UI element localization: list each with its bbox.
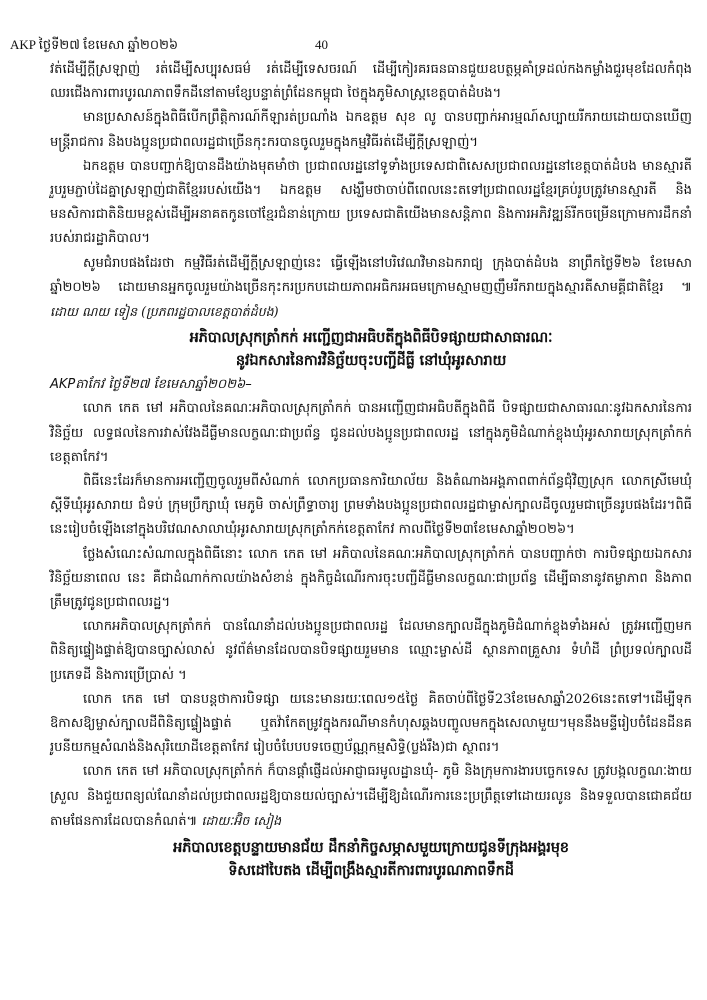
article1-byline: ដោយ ណយ ទៀន (ប្រភពរដ្ឋបាលខេត្តបាត់ដំបង) bbox=[50, 304, 279, 320]
page-number: 40 bbox=[315, 37, 328, 52]
article2-headline-line2: នូវឯកសារនៃការវិនិច្ឆ័យចុះបញ្ជីដីធ្លី នៅឃុំអូរសារាយ bbox=[235, 352, 507, 370]
article1-paragraph-2: មានប្រសាសន៍ក្នុងពិធីបើកព្រឹត្តិការណ៍កីឡារត់ប្រណាំង ឯកឧត្តម សុខ លូ បានបញ្ជាក់អារម្មណ៍សប្បាយរីករាយដោយបានឃើញមន្ត្រីរាជការ និងបងប្អូនប្រជាពលរដ្ឋជាច្រើនកុះករបានចូលរួមក្នុងកម្មវិធីរត់ដើម្បីក្តីស្រឡាញ់។ bbox=[50, 110, 692, 150]
page-body bbox=[50, 58, 692, 883]
article3-headline-line2: ទិសដៅបៃតង ដើម្បីពង្រឹងស្មារតីការពារបូរណភាពទឹកដី bbox=[228, 862, 514, 880]
article1-paragraph-3: ឯកឧត្តម បានបញ្ជាក់ឱ្យបានដឹងយ៉ាងមុតមាំថា ប្រជាពលរដ្ឋនៅទូទាំងប្រទេសជាពិសេសប្រជាពលរដ្ឋនៅខេត្តបាត់ដំបង មានស្មារតីរួបរួមភ្ជាប់ដៃគ្នាស្រឡាញ់ជាតិខ្មែររបស់យើង។ ឯកឧត្តម សង្ឃឹមថាចាប់ពីពេលនេះតទៅប្រជាពលរដ្ឋខ្មែរគ្រប់រូបត្រូវមានស្មារតី និងមនសិការជាតិនិយមខ្ពស់ដើម្បីអនាគតកូនចៅខ្មែរជំនាន់ក្រោយ ប្រទេសជាតិយើងមានសន្តិភាព និងការអភិវឌ្ឍន៍រីកចម្រើនក្រោមការដឹកនាំរបស់រាជរដ្ឋាភិបាល។ bbox=[50, 158, 692, 247]
article2-byline: ដោយៈអ៊ិច សៀង bbox=[201, 812, 282, 828]
article2-paragraph-5: លោក កេត មៅ បានបន្តថាការបិទផ្សា យនេះមានរយៈពេល១៥ថ្ងៃ គិតចាប់ពីថ្ងៃទី23ខែមេសាឆ្នាំ2026នេះតទៅ។ដើម្បីទុកឱកាសឱ្យម្ចាស់ក្បាលដីពិនិត្យផ្ទៀងផ្ទាត់ ឬតវ៉ាកែតម្រូវក្នុងករណីមានកំហុសឆ្គងបញ្ចូលមកក្នុងសេលាមួយ។មុននឹងមន្ទីរៀបចំដែនដីនគរូបនីយកម្មសំណង់និងសុរិយោដីខេត្តតាកែវ រៀបចំបែបបទចេញប័ណ្ណកម្មសិទ្ធិ(ប្លង់រឹង)ជា ស្ថាពរ។ bbox=[50, 691, 692, 756]
article2-headline-line1: អភិបាលស្រុកត្រាំកក់ អញ្ជើញជាអធិបតីក្នុងពិធីបិទផ្សាយជាសាធារណៈ bbox=[189, 329, 553, 347]
article2-paragraph-6-text: លោក កេត មៅ អភិបាលស្រុកត្រាំកក់ ក៏បានផ្តាំផ្ញើដល់អាជ្ញាធរមូលដ្ឋានឃុំ- ភូមិ និងក្រុមការងារបច្ចេកទេស ត្រូវបង្កលក្ខណៈងាយស្រួល និងជួយពន្យល់ណែនាំដល់ប្រជាពលរដ្ឋឱ្យបានយល់ច្បាស់។ដើម្បីឱ្យដំណើរការនេះប្រព្រឹត្តទៅដោយរលូន និងទទួលបានជោគជ័យតាមផែនការដែលបានកំណត់៕ bbox=[50, 764, 692, 829]
article2-paragraph-4: លោកអភិបាលស្រុកត្រាំកក់ បានណែនាំដល់បងប្អូនប្រជាពលរដ្ឋ ដែលមានក្បាលដីក្នុងភូមិដំណាក់ខ្លុងទាំងអស់ ត្រូវអញ្ជើញមកពិនិត្យផ្ទៀងផ្ទាត់ឱ្យបានច្បាស់លាស់ នូវព័ត៌មានដែលបានបិទផ្សាយរួមមាន ឈ្មោះម្ចាស់ដី ស្ថានភាពគ្រួសារ ទំហំដី ព្រំប្រទល់ក្បាលដី ប្រភេទដី និងការប្រើប្រាស់ ។ bbox=[50, 619, 692, 683]
page-header bbox=[10, 34, 700, 56]
article1-paragraph-4-text: សូមជំរាបផងដែរថា កម្មវិធីរត់ដើម្បីក្តីស្រឡាញ់នេះ ធ្វើឡើងនៅបរិវេណវិមានឯករាជ្យ ក្រុងបាត់ដំបង នាព្រឹកថ្ងៃទី២៦ ខែមេសា ឆ្នាំ២០២៦ ដោយមានអ្នកចូលរួមយ៉ាងច្រើនកុះករប្រកបដោយភាពអធិករអធមក្រោមស្មាមញញឹមរីករាយក្នុងស្មារតីសាមគ្គីជាតិខ្មែរ ៕ bbox=[50, 255, 692, 295]
article1-paragraph-4 bbox=[50, 252, 692, 326]
article2-paragraph-6 bbox=[50, 760, 692, 834]
article3-headline-line1: អភិបាលខេត្តបន្ទាយមានជ័យ ដឹកនាំកិច្ចសម្ភាសមួយក្រោយជូនទីក្រុងអង្គរមុខ bbox=[173, 839, 569, 857]
header-dateline: AKP ថ្ងៃទី២៧ ខែមេសា ឆ្នាំ២០២៦ bbox=[10, 37, 179, 52]
article2-paragraph-3: ថ្លែងសំណេះសំណាលក្នុងពិធីនោះ លោក កេត មៅ អភិបាលនៃគណៈអភិបាលស្រុកត្រាំកក់ បានបញ្ជាក់ថា ការបិទផ្សាយឯកសារវិនិច្ឆ័យនាពេល នេះ គឺជាដំណាក់កាលយ៉ាងសំខាន់ ក្នុងកិច្ចដំណើរការចុះបញ្ជីដីធ្លីមានលក្ខណៈជាប្រព័ន្ធ ដើម្បីធានានូវតម្លាភាព និងភាពត្រឹមត្រូវជូនប្រជាពលរដ្ឋ។ bbox=[50, 546, 692, 611]
article2-paragraph-1: លោក កេត មៅ អភិបាលនៃគណៈអភិបាលស្រុកត្រាំកក់ បានអញ្ជើញជាអធិបតីក្នុងពិធី បិទផ្សាយជាសាធារណៈនូវឯកសារនៃការវិនិច្ឆ័យ លទ្ធផលនៃការវាស់វែងដីធ្លីមានលក្ខណៈជាប្រព័ន្ធ ជូនដល់បងប្អូនប្រជាពលរដ្ឋ នៅក្នុងភូមិដំណាក់ខ្លុងឃុំអូរសារាយស្រុកត្រាំកក់ខេត្តតាកែវ។ bbox=[50, 401, 692, 465]
article2-paragraph-2: ពិធីនេះដែរក៏មានការអញ្ជើញចូលរួមពីសំណាក់ លោកប្រធានការិយាល័យ និងតំណាងអង្គភាពពាក់ព័ន្ធជុំវិញស្រុក លោកស្រីមេឃុំស្តីទីឃុំអូរសារាយ ជំទប់ ក្រុមប្រឹក្សាឃុំ មេភូមិ ចាស់ព្រឹទ្ធាចារ្យ ព្រមទាំងបងប្អូនប្រជាពលរដ្ឋជាម្ចាស់ក្បាលដីចូលរួមជាច្រើនរូបផងដែរ។ពិធីនេះរៀបចំឡើងនៅក្នុងបរិវេណសាលាឃុំអូរសារាយស្រុកត្រាំកក់ខេត្តតាកែវ កាលពីថ្ងៃទី២៣ខែមេសាឆ្នាំ២០២៦។ bbox=[50, 474, 692, 538]
article2-dateline: AKPតាកែវ ថ្ងៃទី២៧ ខែមេសាឆ្នាំ២០២៦– bbox=[50, 377, 252, 393]
article3-headline bbox=[50, 836, 692, 882]
article2-headline bbox=[50, 326, 692, 372]
article1-paragraph-1: វត់ដើម្បីក្តីស្រឡាញ់ រត់ដើម្បីសប្បុរសធម៌ រត់ដើម្បីទេសចរណ៍ ដើម្បីកៀរគរធនធានជួយឧបត្ថម្ភគាំទ្រដល់កងកម្លាំងជួរមុខដែលកំពុងឈរជើងការពារបូរណភាពទឹកដីនៅតាមខ្សែបន្ទាត់ព្រំដែនកម្ពុជា ថៃក្នុងភូមិសាស្ត្រខេត្តបាត់ដំបង។ bbox=[50, 62, 692, 102]
